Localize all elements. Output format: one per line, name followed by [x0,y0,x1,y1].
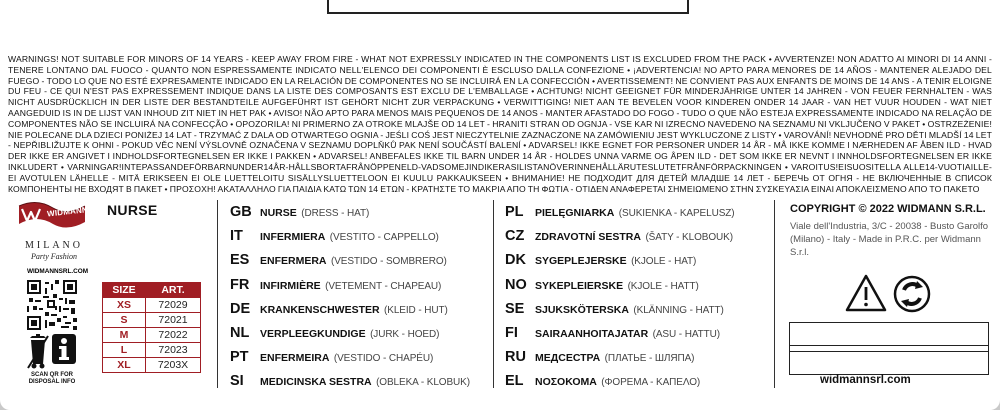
art-cell: 7203X [146,358,201,373]
art-cell: 72021 [146,313,201,328]
lang-detail: (VESTITO - CAPPELLO) [329,232,439,244]
top-tab-outline [327,0,689,14]
lang-detail: (VESTIDO - SOMBRERO) [330,256,447,268]
recycling-icon [895,277,929,311]
lang-name: KRANKENSCHWESTER [260,303,380,316]
table-row [103,343,201,358]
lang-detail: (JURK - HOED) [370,328,440,340]
lang-detail: (SUKIENKA - KAPELUSZ) [618,208,735,219]
scan-qr-text: SCAN QR FOR DISPOSAL INFO [28,372,76,385]
art-header: ART. [146,283,201,298]
lang-code: FI [505,324,518,341]
copyright: COPYRIGHT © 2022 WIDMANN S.R.L. [790,203,986,215]
lang-detail: (ПЛАТЬЕ - ШЛЯПА) [604,353,695,365]
logo-brand-name: WIDMANN® [46,204,95,219]
qr-code-icon [27,280,77,330]
lang-code: DK [505,252,526,269]
lang-name: ZDRAVOTNÍ SESTRA [535,231,641,244]
size-cell: M [103,328,146,343]
table-row [103,328,201,343]
column-divider [774,200,775,388]
list-item [230,324,470,348]
lang-name: ENFERMERA [260,255,327,268]
small-website: WIDMANNSRL.COM [27,268,89,275]
lang-code: IT [230,228,243,245]
table-row [103,298,201,313]
lang-code: GB [230,204,252,220]
list-item [230,348,470,372]
disposal-info-icon [22,330,80,376]
list-item [505,251,735,275]
language-list-right [505,203,735,397]
lang-detail: (VETEMENT - CHAPEAU) [325,280,442,292]
lang-name: VERPLEEGKUNDIGE [260,327,366,340]
blank-box [789,345,989,375]
website: widmannsrl.com [820,374,911,386]
lang-name: ΝΟΣΟΚΟΜΑ [535,376,597,389]
language-list-left [230,203,470,397]
lang-name: INFIRMIÈRE [260,279,321,292]
lang-detail: (ΦΟΡΕΜΑ - ΚΑΠΕΛΟ) [601,377,701,389]
list-item [230,227,470,251]
size-cell: S [103,313,146,328]
lang-name: INFERMIERA [260,231,326,244]
lang-detail: (KLÄNNING - HATT) [633,304,724,316]
list-item [505,203,735,227]
lang-detail: (KJOLE - HAT) [631,256,697,268]
list-item [230,276,470,300]
lang-name: PIELĘGNIARKA [535,207,615,219]
size-table [102,282,201,373]
lang-code: FR [230,276,250,293]
lang-name: MEDICINSKA SESTRA [260,376,372,389]
lang-code: PL [505,204,524,220]
lang-code: SI [230,373,244,390]
lang-code: DE [230,300,251,317]
list-item [505,276,735,300]
lang-code: NO [505,276,527,293]
lang-name: SJUKSKÖTERSKA [535,303,629,316]
lang-name: SYKEPLEIERSKE [535,279,624,292]
column-divider [217,200,218,388]
lang-code: ES [230,252,250,269]
size-cell: XS [103,298,146,313]
lang-code: NL [230,324,250,341]
lang-detail: (ŠATY - KLOBOUK) [645,232,733,244]
art-cell: 72029 [146,298,201,313]
list-item [505,300,735,324]
list-item [230,300,470,324]
company-address: Viale dell'Industria, 3/C - 20038 - Busto Garolfo (Milano) - Italy - Made in P.R.C. per Widmann S.r.l. [790,221,989,258]
lang-detail: (DRESS - HAT) [301,208,370,219]
widmann-logo [17,200,95,272]
warning-triangle-icon [847,276,885,310]
lang-detail: (OBLEKA - KLOBUK) [376,377,470,389]
safety-symbols [845,272,935,316]
list-item [505,348,735,372]
lang-code: RU [505,349,526,366]
list-item [230,251,470,275]
table-row [103,358,201,373]
lang-name: SAIRAANHOITAJATAR [535,327,649,340]
lang-code: SE [505,300,525,317]
art-cell: 72022 [146,328,201,343]
safety-warnings: WARNINGS! NOT SUITABLE FOR MINORS OF 14 YEARS - KEEP AWAY FROM FIRE - WHAT NOT EXPRESSLY INDICATED IN THE COMPONENTS LIST IS EXCLUDED FROM THE PACK • AVVERTENZE! NON ADATTO AI MINORI DI 14 ANNI - TENERE LONTANO DAL FUOCO - QUANTO NON ESPRESSAMENTE INDICATO NELL'ELENCO DEI COMPONENTI È ESCLUSO DALLA CONFEZIONE • ¡ADVERTENCIA! NO APTO PARA MENORES DE 14 AÑOS - MANTENER ALEJADO DEL FUEGO - TODO LO QUE NO ESTÉ EXPRESAMENTE INDICADO EN LA RELACIÓN DE COMPONENTES NO SE INCLUIRÁ EN LA CONFECCIÓN • AVERTISSEMENT! NE CONVIENT PAS AUX ENFANTS DE MOINS DE 14 ANS - A TENIR ELOIGNE DU FEU - CE QUI N'EST PAS EXPRESSEMENT INDIQUE DANS LA LISTE DES COMPOSANTS EST EXCLU DE L'EMBALLAGE • ACHTUNG! NICHT GEEIGNET FÜR MINDERJÄHRIGE UNTER 14 JAHREN - VON FEUER FERNHALTEN - WAS NICHT AUSDRÜCKLICH IN DER LISTE DER BESTANDTEILE AUFGEFÜHRT IST GEHÖRT NICHT ZUR VERPACKUNG • VERWITTIGING! NIET AAN TE BEVELEN VOOR KINDEREN ONDER 14 JAAR - VAN HET VUUR HOUDEN - WAT NIET AANGEDUID IS IN DE LIJST VAN INHOUD ZIT NIET IN HET PAK • AVISO! NÃO APTO PARA MENOS MAIS PEQUENOS DE 14 ANOS - MANTER AFASTADO DO FOGO - TUDO O QUE NÃO ESTEJA EXPRESSAMENTE INDICADO NA RELAÇÃO DE COMPONENTES NÃO SE INCLUIRÁ NA CONFECÇÃO • OPOZORILA! NI PRIMERNO ZA OTROKE MLAJŠE OD 14 LET - HRANITI STRAN OD OGNJA - VSE KAR NI IZRECNO NAVEDENO NA SEZNAMU NI VKLJUČENO V PAKET • OSTRZEŻENIE! NIE POLECANE DLA DZIECI PONIŻEJ 14 LAT - TRZYMAĆ Z DALA OD OTWARTEGO OGNIA - JEŚLI COŚ JEST NIECZYTELNIE ZAZNACZONE NA ZAMÓWIENIU JEST WYKLUCZONE Z LISTY • VAROVÁNÍ! NEVHODNÉ PRO DĚTI MLADŠÍ 14 LET - NEPŘIBLIŽUJTE K OHNI - POKUD VĚC NENÍ VÝSLOVNĚ OZNAČENA V SEZNAMU DOPLŇKŮ PAK NENÍ SOUČÁSTÍ BALENÍ • ADVARSEL! IKKE EGNET FOR PERSONER UNDER 14 ÅR - MÅ IKKE KOMME I NÆRHEDEN AF ÅBEN ILD - HVAD DER IKKE ER ANGIVET I INDHOLDSFORTEGNELSEN ER IKKE I PAKKEN • ADVARSEL! ANBEFALES IKKE TIL BARN UNDER 14 ÅR - HOLDES UNNA VARME OG ÅPEN ILD - DET SOM IKKE ER NEVNT I INNHOLDSFORTEGNELSEN ER IKKE INKLUDERT • VARNINGAR!INTEPASSANDEFÖRBARNUNDER14ÅR-HÅLLSBORTAFRÅNÖPPENELD-VADSOMEJINDIKERASILISTANÖVERINNEHÅLLÄRUTESLUTETFRÅNFÖRPACKNINGEN • VAROITUS!EISUOSITELLA ALLE14-VUOTIAILLE-EI AVOTULEN LÄHELLE - MITÄ ERIKSEEN EI OLE LUETTELOITU SISÄLLYSLUETTELOON EI KUULU PAKKAUKSEEN • ВНИМАНИЕ! НЕ ПОДХОДИТ ДЛЯ ДЕТЕЙ МЛАДШЕ 14 ЛЕТ - БЕРЕЧЬ ОТ ОГНЯ - НЕ ВКЛЮЧЕННЫЕ В СПИСОК КОМПОНЕНТЫ НЕ ВХОДЯТ В ПАКЕТ • ΠΡΟΣΟΧΗ! ΑΚΑΤΑΛΛΗΛΟ ΓΙΑ ΠΑΙΔΙΑ ΚΑΤΩ ΤΩΝ 14 ΕΤΩΝ - ΚΡΑΤΗΣΤΕ ΤΟ ΜΑΚΡΙΑ ΑΠΟ ΤΗ ΦΩΤΙΑ - ΟΤΙΔΕΝ ΑΝΑΦΕΡΕΤΑΙ ΣΗΜΕΙΩΜΕΝΟ ΣΤΗΝ ΣΥΣΚΕΥΑΣΙΑ ΕΙΝΑΙ ΑΠΟΚΛΕΙΣΜΕΝΟ ΑΠΟ ΤΟ ΠΑΚΕΤΟ [8,54,992,194]
size-cell: L [103,343,146,358]
size-cell: XL [103,358,146,373]
list-item [505,372,735,396]
product-name: NURSE [107,202,158,218]
list-item [230,372,470,396]
lang-detail: (KLEID - HUT) [384,304,448,316]
lang-code: PT [230,349,249,366]
list-item [505,227,735,251]
logo-tagline: Party Fashion [31,252,77,261]
size-header: SIZE [103,283,146,298]
column-divider [493,200,494,388]
lang-detail: (KJOLE - HATT) [627,280,699,292]
lang-name: SYGEPLEJERSKE [535,255,627,268]
lang-name: МЕДСЕСТРА [535,352,601,365]
list-item [230,203,470,227]
art-cell: 72023 [146,343,201,358]
lang-code: CZ [505,228,525,245]
lang-name: ENFERMEIRA [260,352,330,365]
lang-detail: (VESTIDO - CHAPÉU) [333,353,434,365]
lang-name: NURSE [260,207,297,219]
list-item [505,324,735,348]
lang-detail: (ASU - HATTU) [652,328,721,340]
table-row [103,313,201,328]
lang-code: EL [505,373,524,390]
logo-city: MILANO [25,240,83,251]
